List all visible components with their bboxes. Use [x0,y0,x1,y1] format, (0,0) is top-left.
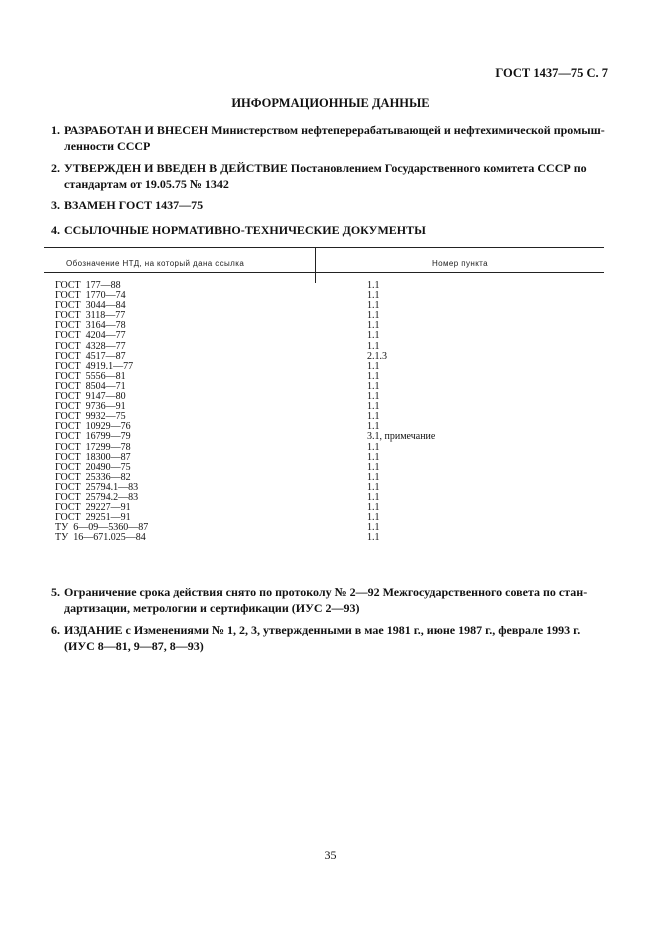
document-designation: ГОСТ 9736—91 [55,401,126,413]
document-designation: ГОСТ 5556—81 [55,370,126,382]
info-item-5 [51,584,611,616]
document-designation: ГОСТ 29227—91 [55,502,131,514]
table-row [44,281,604,291]
item-number: 3. [51,198,60,212]
item-number: 1. [51,123,60,137]
item-text: Министерством нефтеперерабатывающей и нефтехимической промыш- [208,123,605,137]
item-continuation: дартизации, метрологии и сертификации (ИУС 2—93) [64,601,360,615]
clause-number: 1.1 [367,310,380,322]
table-row [44,382,604,392]
document-designation: ГОСТ 29251—91 [55,512,131,524]
document-designation: ГОСТ 3164—78 [55,320,126,332]
table-row [44,362,604,372]
table-row [44,291,604,301]
table-row [44,432,604,442]
item-number: 4. [51,223,60,237]
item-lead: ВЗАМЕН ГОСТ 1437—75 [64,198,204,212]
document-designation: ГОСТ 4328—77 [55,340,126,352]
document-designation: ГОСТ 25336—82 [55,471,131,483]
info-item-1 [51,122,611,154]
clause-number: 1.1 [367,512,380,524]
clause-number: 1.1 [367,290,380,302]
item-number: 6. [51,623,60,637]
clause-number: 1.1 [367,451,380,463]
document-designation: ТУ 6—09—5360—87 [55,522,149,534]
table-body [44,281,604,543]
table-row [44,402,604,412]
item-continuation: (ИУС 8—81, 9—87, 8—93) [64,639,204,653]
clause-number: 1.1 [367,441,380,453]
document-designation: ГОСТ 4919.1—77 [55,360,134,372]
table-column-divider [315,247,316,283]
clause-number: 1.1 [367,481,380,493]
table-row [44,321,604,331]
document-designation: ГОСТ 17299—78 [55,441,131,453]
document-designation: ТУ 16—671.025—84 [55,532,146,544]
info-item-3 [51,197,611,213]
page-number: 35 [324,848,337,862]
item-number: 2. [51,161,60,175]
document-designation: ГОСТ 177—88 [55,280,121,291]
document-designation: ГОСТ 25794.1—83 [55,481,139,493]
document-designation: ГОСТ 4204—77 [55,330,126,342]
table-row [44,311,604,321]
item-lead: РАЗРАБОТАН И ВНЕСЕН [64,123,209,137]
clause-number: 1.1 [367,391,380,403]
clause-number: 1.1 [367,360,380,372]
item-continuation: ленности СССР [64,139,151,153]
clause-number: 1.1 [367,380,380,392]
info-item-6 [51,622,611,654]
table-row [44,392,604,402]
clause-number: 1.1 [367,280,380,291]
clause-number: 1.1 [367,461,380,473]
clause-number: 1.1 [367,401,380,413]
document-designation: ГОСТ 1770—74 [55,290,126,302]
item-continuation: стандартам от 19.05.75 № 1342 [64,177,229,191]
document-designation: ГОСТ 8504—71 [55,380,126,392]
clause-number: 1.1 [367,491,380,503]
clause-number: 1.1 [367,471,380,483]
table-row [44,331,604,341]
table-row [44,533,604,543]
document-designation: ГОСТ 9932—75 [55,411,126,423]
table-row [44,372,604,382]
item-lead: Ограничение срока действия снято по протоколу № 2—92 Межгосударственного совета по стан- [64,585,588,599]
item-lead: УТВЕРЖДЕН И ВВЕДЕН В ДЕЙСТВИЕ [64,161,288,175]
column-header-document: Обозначение НТД, на который дана ссылка [66,259,245,268]
clause-number: 3.1, примечание [367,431,436,443]
clause-number: 1.1 [367,340,380,352]
table-row [44,301,604,311]
clause-number: 1.1 [367,330,380,342]
clause-number: 1.1 [367,421,380,433]
table-top-rule [44,247,604,248]
document-designation: ГОСТ 3044—84 [55,300,126,312]
document-designation: ГОСТ 25794.2—83 [55,491,139,503]
info-item-4 [51,222,611,238]
column-header-clause: Номер пункта [432,259,489,268]
document-designation: ГОСТ 16799—79 [55,431,131,443]
table-header-rule [44,272,604,273]
document-designation: ГОСТ 9147—80 [55,391,126,403]
clause-number: 1.1 [367,320,380,332]
document-designation: ГОСТ 18300—87 [55,451,131,463]
clause-number: 1.1 [367,411,380,423]
clause-number: 1.1 [367,300,380,312]
document-code-header: ГОСТ 1437—75 С. 7 [495,66,608,80]
item-lead: ССЫЛОЧНЫЕ НОРМАТИВНО-ТЕХНИЧЕСКИЕ ДОКУМЕНТЫ [64,223,426,237]
clause-number: 1.1 [367,370,380,382]
document-designation: ГОСТ 4517—87 [55,350,126,362]
clause-number: 2.1.3 [367,350,387,362]
document-designation: ГОСТ 10929—76 [55,421,131,433]
clause-number: 1.1 [367,502,380,514]
references-table [44,247,604,572]
clause-number: 1.1 [367,532,380,544]
info-item-2 [51,160,611,192]
clause-number: 1.1 [367,522,380,534]
document-designation: ГОСТ 20490—75 [55,461,131,473]
item-number: 5. [51,585,60,599]
table-row [44,342,604,352]
document-designation: ГОСТ 3118—77 [55,310,126,322]
section-title: ИНФОРМАЦИОННЫЕ ДАННЫЕ [231,96,430,110]
item-lead: ИЗДАНИЕ с Изменениями № 1, 2, 3, утвержденными в мае 1981 г., июне 1987 г., феврале 1993 г. [64,623,581,637]
item-text: Постановлением Государственного комитета СССР по [287,161,587,175]
